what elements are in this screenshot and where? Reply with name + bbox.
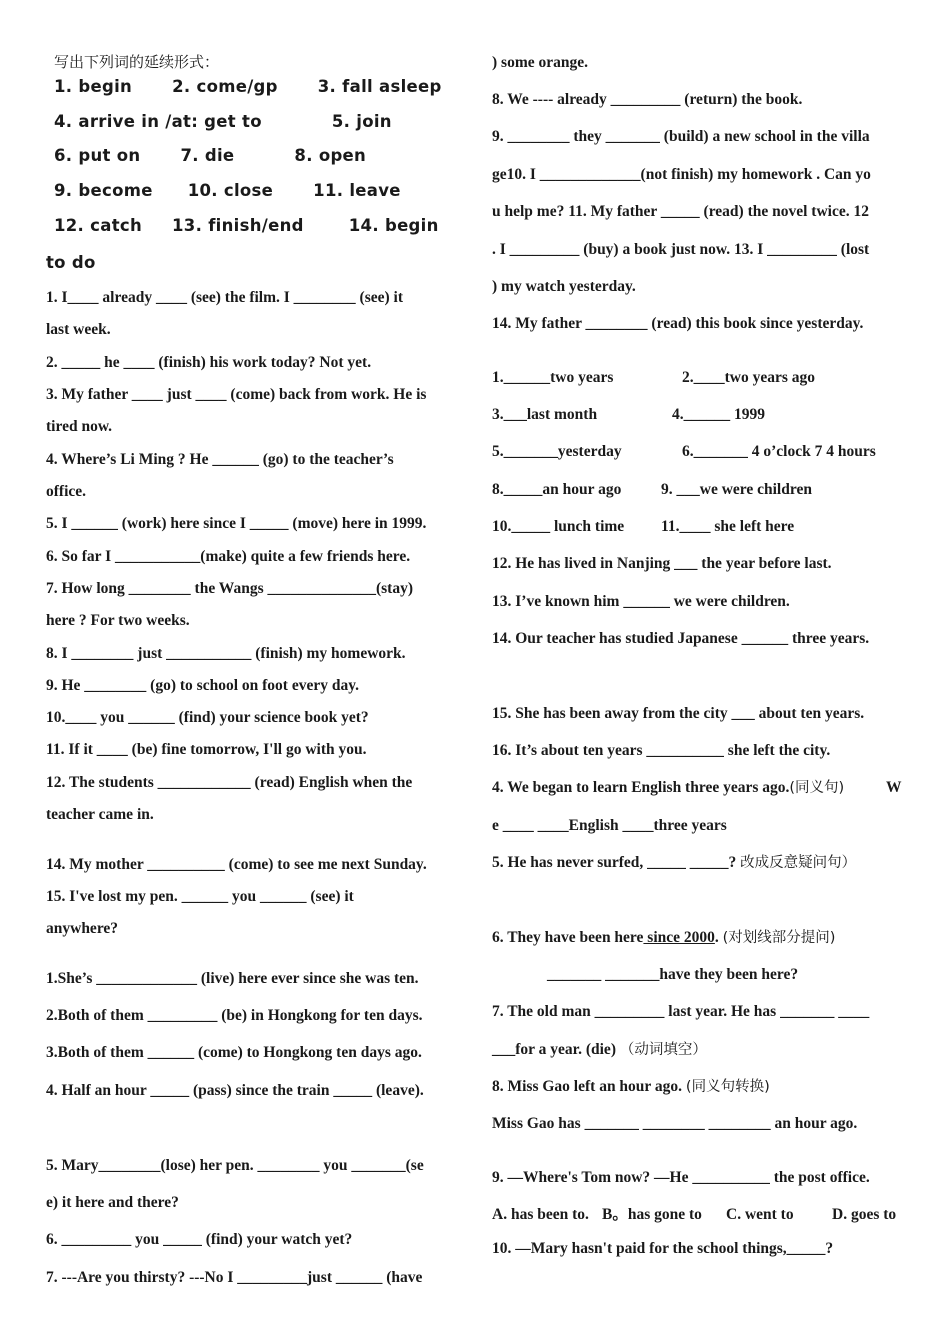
exercise-line: . I _________ (buy) a book just now. 13. I _________ (lost (492, 241, 870, 258)
exercise-line: 12. He has lived in Nanjing ___ the year before last. (492, 555, 832, 572)
exercise-line: 5. Mary________(lose) her pen. ________ you _______(se (46, 1157, 424, 1174)
exercise-line: ge10. I _____________(not finish) my homework . Can yo (492, 166, 871, 183)
word-row-tail: to do (46, 253, 96, 272)
option-d: D. goes to (832, 1206, 897, 1223)
exercise-line: 10.____ you ______ (find) your science book yet? (46, 709, 369, 726)
exercise-line: 6. _________ you _____ (find) your watch yet? (46, 1231, 353, 1248)
exercise-line: 14. Our teacher has studied Japanese ______ three years. (492, 630, 870, 647)
question-9: 9. —Where's Tom now? —He __________ the post office. (492, 1169, 870, 1186)
rewrite-question-4-line2: e ____ ____English ____three years (492, 817, 727, 834)
tag-question-5: 5. He has never surfed, _____ _____? 改成反意疑问句） (492, 854, 857, 871)
exercise-line: 1. I____ already ____ (see) the film. I ________ (see) it (46, 289, 404, 306)
option-b: B。has gone to (602, 1206, 702, 1223)
exercise-line: 9. ________ they _______ (build) a new school in the villa (492, 128, 870, 145)
question-6-line2: _______ _______have they been here? (547, 966, 799, 983)
fill-pair-row: 10._____ lunch time 11.____ she left here (492, 518, 795, 535)
option-a: A. has been to. (492, 1206, 589, 1223)
word-row-1: 1. begin 2. come/gp 3. fall asleep (54, 77, 442, 96)
option-c: C. went to (726, 1206, 794, 1223)
exercise-line: office. (46, 483, 87, 500)
exercise-line: 3.Both of them ______ (come) to Hongkong ten days ago. (46, 1044, 422, 1061)
exercise-line: 6. So far I ___________(make) quite a few friends here. (46, 548, 411, 565)
exercise-line: 4. Half an hour _____ (pass) since the train _____ (leave). (46, 1082, 424, 1099)
exercise-line: 2.Both of them _________ (be) in Hongkong for ten days. (46, 1007, 423, 1024)
question-9-options (492, 1205, 897, 1225)
section-header: 写出下列词的延续形式： (54, 53, 220, 71)
exercise-line: 8. We ---- already _________ (return) the book. (492, 91, 803, 108)
exercise-line: teacher came in. (46, 806, 154, 823)
exercise-line: 7. ---Are you thirsty? ---No I _________just ______ (have (46, 1269, 423, 1286)
word-row-4: 9. become 10. close 11. leave (54, 181, 401, 200)
question-8: 8. Miss Gao left an hour ago. (同义句转换) (492, 1078, 770, 1095)
exercise-line: ) my watch yesterday. (492, 278, 636, 295)
exercise-line: last week. (46, 321, 111, 338)
exercise-line: 2. _____ he ____ (finish) his work today? Not yet. (46, 354, 372, 371)
fill-pair-row: 5._______yesterday 6._______ 4 o’clock 7 4 hours (492, 443, 876, 460)
exercise-line: 3. My father ____ just ____ (come) back from work. He is (46, 386, 427, 403)
word-row-3: 6. put on 7. die 8. open (54, 146, 367, 165)
question-6: 6. They have been here since 2000. (对划线部分提问) (492, 929, 836, 946)
fill-pair-row: 8._____an hour ago 9. ___we were children (492, 481, 812, 498)
exercise-line: 15. I've lost my pen. ______ you ______ (see) it (46, 888, 354, 905)
exercise-line: e) it here and there? (46, 1194, 179, 1211)
exercise-line: 5. I ______ (work) here since I _____ (move) here in 1999. (46, 515, 427, 532)
exercise-line: 14. My father ________ (read) this book since yesterday. (492, 315, 864, 332)
exercise-line: here ? For two weeks. (46, 612, 190, 629)
exercise-line: u help me? 11. My father _____ (read) the novel twice. 12 (492, 203, 869, 220)
fill-pair-row: 3.___last month 4.______ 1999 (492, 406, 765, 423)
exercise-line: 11. If it ____ (be) fine tomorrow, I'll go with you. (46, 741, 367, 758)
exercise-line: 13. I’ve known him ______ we were children. (492, 593, 790, 610)
exercise-line: 1.She’s _____________ (live) here ever since she was ten. (46, 970, 419, 987)
question-7: 7. The old man _________ last year. He has _______ ____ (492, 1003, 870, 1020)
exercise-line: 16. It’s about ten years __________ she left the city. (492, 742, 831, 759)
word-row-5: 12. catch 13. finish/end 14. begin (54, 216, 439, 235)
exercise-line: tired now. (46, 418, 113, 435)
exercise-line: 4. Where’s Li Ming ? He ______ (go) to the teacher’s (46, 451, 394, 468)
exercise-line: 8. I ________ just ___________ (finish) my homework. (46, 645, 406, 662)
exercise-line: ) some orange. (492, 54, 588, 71)
exercise-line: 7. How long ________ the Wangs ______________(stay) (46, 580, 413, 597)
word-row-2: 4. arrive in /at: get to 5. join (54, 112, 392, 131)
question-8-line2: Miss Gao has _______ ________ ________ an hour ago. (492, 1115, 858, 1132)
exercise-line: anywhere? (46, 920, 119, 937)
question-7-line2: ___for a year. (die) （动词填空） (492, 1041, 707, 1058)
question-10: 10. —Mary hasn't paid for the school things,_____? (492, 1240, 834, 1257)
fill-pair-row: 1.______two years 2.____two years ago (492, 369, 816, 386)
exercise-line: 14. My mother __________ (come) to see me next Sunday. (46, 856, 427, 873)
rewrite-question-4: 4. We began to learn English three years ago.(同义句) W (492, 779, 902, 796)
exercise-line: 15. She has been away from the city ___ about ten years. (492, 705, 865, 722)
exercise-line: 12. The students ____________ (read) English when the (46, 774, 413, 791)
exercise-line: 9. He ________ (go) to school on foot every day. (46, 677, 359, 694)
